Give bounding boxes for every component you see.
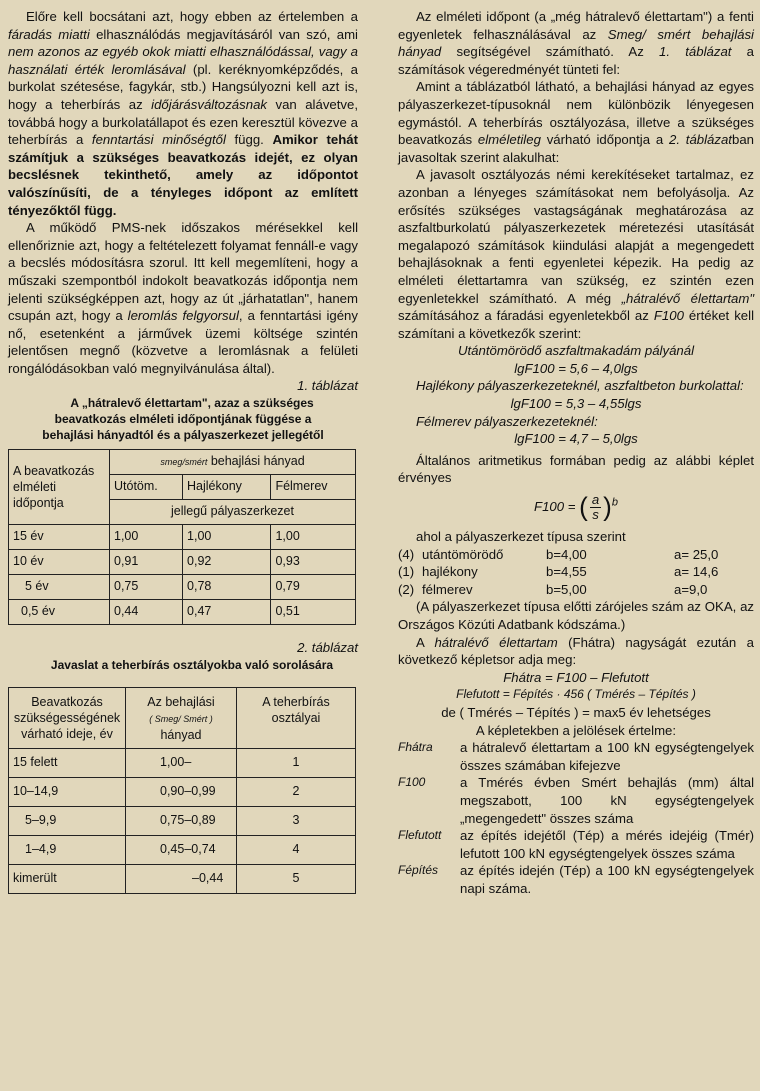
table2-cell: –0,44: [126, 864, 237, 893]
table1-cell: 0,75: [110, 575, 183, 600]
table2-cell: 5–9,9: [9, 806, 126, 835]
table2-cell: 1–4,9: [9, 835, 126, 864]
right-paragraph-6: (A pályaszerkezet típusa előtti zárójeles szám az OKA, az Országos Közúti Adatbank kódszáma.): [398, 599, 754, 632]
table1-cell: 1,00: [110, 525, 183, 550]
table1-cell: 0,5 év: [9, 600, 110, 625]
list-item: (1) hajlékony b=4,55 a= 14,6: [398, 564, 719, 580]
table2-cell: 0,90–0,99: [126, 777, 237, 806]
table2-cell: 2: [237, 777, 356, 806]
table2-header-2: Az behajlási ( Smeg/ Smért ) hányad: [126, 687, 237, 748]
table2-cell: 10–14,9: [9, 777, 126, 806]
eq1-label: Utántömörödő aszfaltmakadám pályánál: [457, 343, 695, 359]
type-list: [398, 546, 754, 599]
table1-col-1: Utótöm.: [110, 475, 183, 500]
formula-f100: [398, 493, 754, 522]
list-item: Fhátra a hátralevő élettartam a 100 kN egységtengelyek összes számában kifejezve: [398, 740, 754, 773]
table-row: [9, 748, 356, 777]
formula-2: Flefutott = Fépítés · 456 ( Tmérés – Tépítés ): [456, 687, 696, 702]
formula-fraction: $\frac{a}{s}$: [591, 492, 600, 523]
table1-corner: A beavatkozás elméleti időpontja: [9, 450, 110, 525]
list-item: (2) félmerev b=5,00 a=9,0: [398, 581, 708, 597]
table-row: [9, 835, 356, 864]
table1-cell: 0,78: [183, 575, 271, 600]
table2-cell: 3: [237, 806, 356, 835]
formula-exponent: b: [611, 496, 618, 509]
right-paragraph-7: A hátralévő élettartam (Fhátra) nagyságát ezután a következő képletsor adja meg:: [398, 634, 754, 668]
list-item: Fépítés az építés idején (Tép) a 100 kN egységtengelyek napi száma.: [398, 863, 754, 896]
right-paragraph-5: ahol a pályaszerkezet típusa szerint: [416, 529, 626, 545]
formula-3: de ( Tmérés – Tépítés ) = max5 év lehetséges: [441, 704, 711, 720]
table2-header-3: A teherbírás osztályai: [237, 687, 356, 748]
left-paragraph-2: A működő PMS-nek időszakos mérésekkel kell ellenőriznie azt, hogy a feltételezett folyamat fennáll-e vagy a becslés módosításra szorul. Itt kell megemlíteni, hogy a műszaki szempontból indokolt beavatkozás időpontja nem jelenti szükségképpen azt, hogy az út „járhatatlan", hanem csupán azt, hogy a leromlás felgyorsul, a fenntartási igény nő, esetenként a járművek üzemi költsége szintén jelentősen megnő (közvetve a leromlásnak a felületi rongálódásokban való megnyilvánulása által).: [8, 220, 358, 376]
table1-cell: 0,44: [110, 600, 183, 625]
table1-cell: 0,91: [110, 550, 183, 575]
table1-cell: 0,47: [183, 600, 271, 625]
table1-cell: 5 év: [9, 575, 110, 600]
table-row: [9, 525, 356, 550]
table1-cell: 0,51: [271, 600, 356, 625]
table1-cell: 1,00: [183, 525, 271, 550]
formula-lhs: F100 =: [534, 499, 576, 515]
table2-number: 2. táblázat: [297, 640, 358, 656]
table1-col-2: Hajlékony: [183, 475, 271, 500]
table-row: [9, 864, 356, 893]
eq2-label: Hajlékony pályaszerkezeteknél, aszfaltbeton burkolattal:: [416, 378, 744, 394]
list-item: (4) utántömörödő b=4,00 a= 25,0: [398, 546, 719, 562]
right-column: [398, 8, 754, 898]
table-row: [9, 575, 356, 600]
table1-cell: 0,92: [183, 550, 271, 575]
right-paragraph-4: Általános aritmetikus formában pedig az alábbi képlet érvényes: [398, 452, 754, 486]
table2: [8, 687, 356, 894]
table1-sub-header: jellegű pályaszerkezet: [110, 500, 356, 525]
left-column: [8, 8, 358, 894]
formula-1: Fhátra = F100 – Flefutott: [503, 669, 649, 685]
table-row: [9, 777, 356, 806]
paren-right: ): [603, 491, 612, 522]
table2-cell: 1: [237, 748, 356, 777]
table2-cell: 15 felett: [9, 748, 126, 777]
table1-ratio-header: smeg/smért behajlási hányad: [110, 450, 356, 475]
table2-cell: 0,75–0,89: [126, 806, 237, 835]
table1-cell: 15 év: [9, 525, 110, 550]
table-row: [9, 806, 356, 835]
list-item: F100 a Tmérés évben Smért behajlás (mm) által megszabott, 100 kN egységtengelyek „megengedett" összes száma: [398, 775, 754, 826]
paren-left: (: [579, 491, 588, 522]
table2-cell: kimerült: [9, 864, 126, 893]
table2-header-1: Beavatkozás szükségességének várható ideje, év: [9, 687, 126, 748]
table2-cell: 1,00–: [126, 748, 237, 777]
table1: [8, 449, 356, 625]
eq3: lgF100 = 4,7 – 5,0lgs: [514, 431, 638, 447]
table2-cell: 4: [237, 835, 356, 864]
left-paragraph-1: Előre kell bocsátani azt, hogy ebben az értelemben a fáradás miatti elhasználódás megjavításáról van szó, ami nem azonos az egyéb okok miatti elhasználódással, vagy a használati érték leromlásával (pl. keréknyomképződés, a burkolat szétesése, fagykár, stb.) Hangsúlyozni kell azt is, hogy a teherbírás az időjárásváltozásnak van alávetve, továbbá hogy a burkolatállapot és ezen keresztül kövezve a teherbírás a fenntartási minőségtől függ. Amikor tehát számítjuk a szükséges beavatkozás idejét, ez olyan becslésnek tekinthető, amely az időpontot valószínűsíti, de a tényleges időpont az említett tényezőktől függ.: [8, 9, 359, 218]
right-paragraph-8: A képletekben a jelölések értelme:: [475, 722, 677, 738]
table1-cell: 10 év: [9, 550, 110, 575]
table2-title: Javaslat a teherbírás osztályokba való sorolására: [50, 657, 334, 672]
table1-number: 1. táblázat: [297, 378, 358, 394]
eq1: lgF100 = 5,6 – 4,0lgs: [514, 360, 638, 376]
table1-title: A „hátralevő élettartam", azaz a szükséges beavatkozás elméleti időpontjának függése a behajlási hányadtól és a pályaszerkezet jellegétől: [42, 396, 324, 443]
table1-cell: 0,79: [271, 575, 356, 600]
right-paragraph-1: Az elméleti időpont (a „még hátralevő élettartam") a fenti egyenletek felhasználásával az Smeg/ smért behajlási hányad segítségével számítható. Az 1. táblázat a számítások végeredményét tünteti fel:: [398, 9, 755, 77]
table-row: [9, 550, 356, 575]
eq3-label: Félmerev pályaszerkezeteknél:: [416, 413, 598, 429]
table1-cell: 0,93: [271, 550, 356, 575]
list-item: Flefutott az építés idejétől (Tép) a mérés idejéig (Tmér) lefutott 100 kN egységtengelyek összes száma: [398, 828, 754, 861]
table2-cell: 5: [237, 864, 356, 893]
table-row: [9, 600, 356, 625]
table1-col-3: Félmerev: [271, 475, 356, 500]
table1-cell: 1,00: [271, 525, 356, 550]
eq2: lgF100 = 5,3 – 4,55lgs: [510, 396, 642, 412]
right-paragraph-3: A javasolt osztályozás némi kerekítéseket tartalmaz, ez azonban a lényeges számításokat nem befolyásolja. Az erősítés szükséges vastagságának meghatározása az aszfaltburkolatú pályaszerkezetek méretezési utasítását megalapozó számítások kiindulási alapját a megengedett behajlásoknak a fenti egyenletei képezik. Ha pedig az elméleti élettartamra van szükség, ez szintén ezen egyenletekkel számítható. A még „hátralévő élettartam" számításához a fáradási egyenletekből az F100 értéket kell számítani a következők szerint:: [398, 167, 754, 341]
right-paragraph-2: Amint a táblázatból látható, a behajlási hányad az egyes pályaszerkezet-típusoknál nem különbözik lényegesen egymástól. A teherbírás osztályozása, illetve a szükséges beavatkozás elméletileg várható időpontja a 2. táblázatban javasoltak szerint alakulhat:: [398, 79, 754, 165]
table2-cell: 0,45–0,74: [126, 835, 237, 864]
